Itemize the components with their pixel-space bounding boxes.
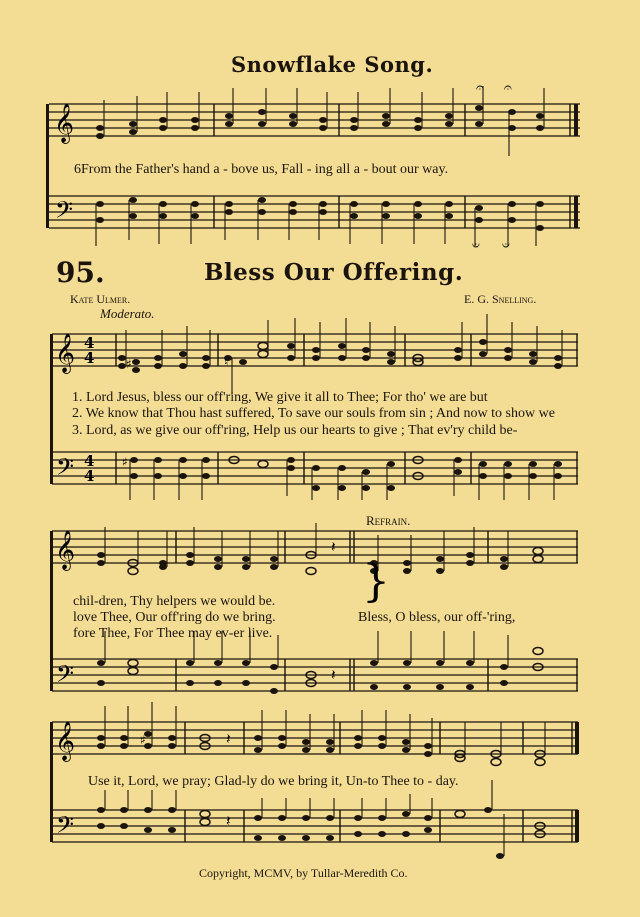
svg-text:𝄞: 𝄞 (54, 103, 75, 143)
verse-3-line-1: 3. Lord, as we give our off'ring, Help us our hearts to give ; That ev'ry child be- (72, 423, 518, 438)
svg-text:𝄢: 𝄢 (56, 811, 75, 844)
refrain-lyric-end: Use it, Lord, we pray; Glad-ly do we bring it, Un-to Thee to - day. (88, 774, 459, 789)
svg-text:4: 4 (84, 334, 95, 352)
hymn-number: 95. (56, 256, 105, 289)
svg-text:𝄢: 𝄢 (56, 660, 75, 693)
svg-text:𝄑: 𝄑 (502, 238, 510, 254)
copyright-footer: Copyright, MCMV, by Tullar-Meredith Co. (199, 866, 408, 880)
svg-text:𝄑: 𝄑 (472, 238, 480, 254)
svg-text:𝄞: 𝄞 (55, 530, 76, 570)
snowflake-lyric-line: 6From the Father's hand a - bove us, Fall - ing all a - bout our way. (74, 162, 449, 177)
svg-text:𝄽: 𝄽 (226, 812, 231, 830)
svg-text:𝄐: 𝄐 (476, 80, 484, 96)
verse-2-line-1: 2. We know that Thou hast suffered, To save our souls from sin ; And now to show we (72, 406, 555, 421)
hymn-title: Bless Our Offering. (204, 259, 464, 286)
verse-2-line-2: love Thee, Our off'ring do we bring. (73, 610, 276, 625)
svg-text:𝄽: 𝄽 (331, 666, 336, 684)
hymn-composer: E. G. Snelling. (464, 292, 537, 306)
svg-text:𝄞: 𝄞 (55, 721, 76, 761)
svg-text:4: 4 (84, 349, 95, 367)
svg-text:♯: ♯ (126, 357, 132, 371)
hymn-tempo: Moderato. (100, 306, 155, 321)
verse-1-line-2: chil-dren, Thy helpers we would be. (73, 594, 276, 609)
svg-text:𝄽: 𝄽 (331, 538, 336, 556)
svg-text:𝄞: 𝄞 (55, 333, 76, 373)
svg-text:𝄐: 𝄐 (504, 80, 512, 96)
snowflake-song-title: Snowflake Song. (231, 52, 434, 77)
svg-text:♯: ♯ (122, 455, 128, 469)
svg-text:♯: ♯ (140, 733, 146, 747)
verse-1-line-1: 1. Lord Jesus, bless our off'ring, We give it all to Thee; For tho' we are but (72, 390, 488, 405)
refrain-label: Refrain. (366, 513, 411, 528)
svg-text:𝄢: 𝄢 (55, 196, 74, 229)
svg-text:4: 4 (84, 452, 95, 470)
refrain-lyric-start: Bless, O bless, our off-'ring, (358, 610, 516, 625)
svg-text:4: 4 (84, 467, 95, 485)
svg-text:}: } (362, 556, 390, 607)
svg-text:♮: ♮ (224, 355, 229, 369)
svg-text:𝄢: 𝄢 (56, 453, 75, 486)
hymn-author: Kate Ulmer. (70, 292, 131, 306)
verse-3-line-2: fore Thee, For Thee may ev-er live. (73, 626, 273, 641)
svg-text:𝄽: 𝄽 (226, 730, 231, 748)
